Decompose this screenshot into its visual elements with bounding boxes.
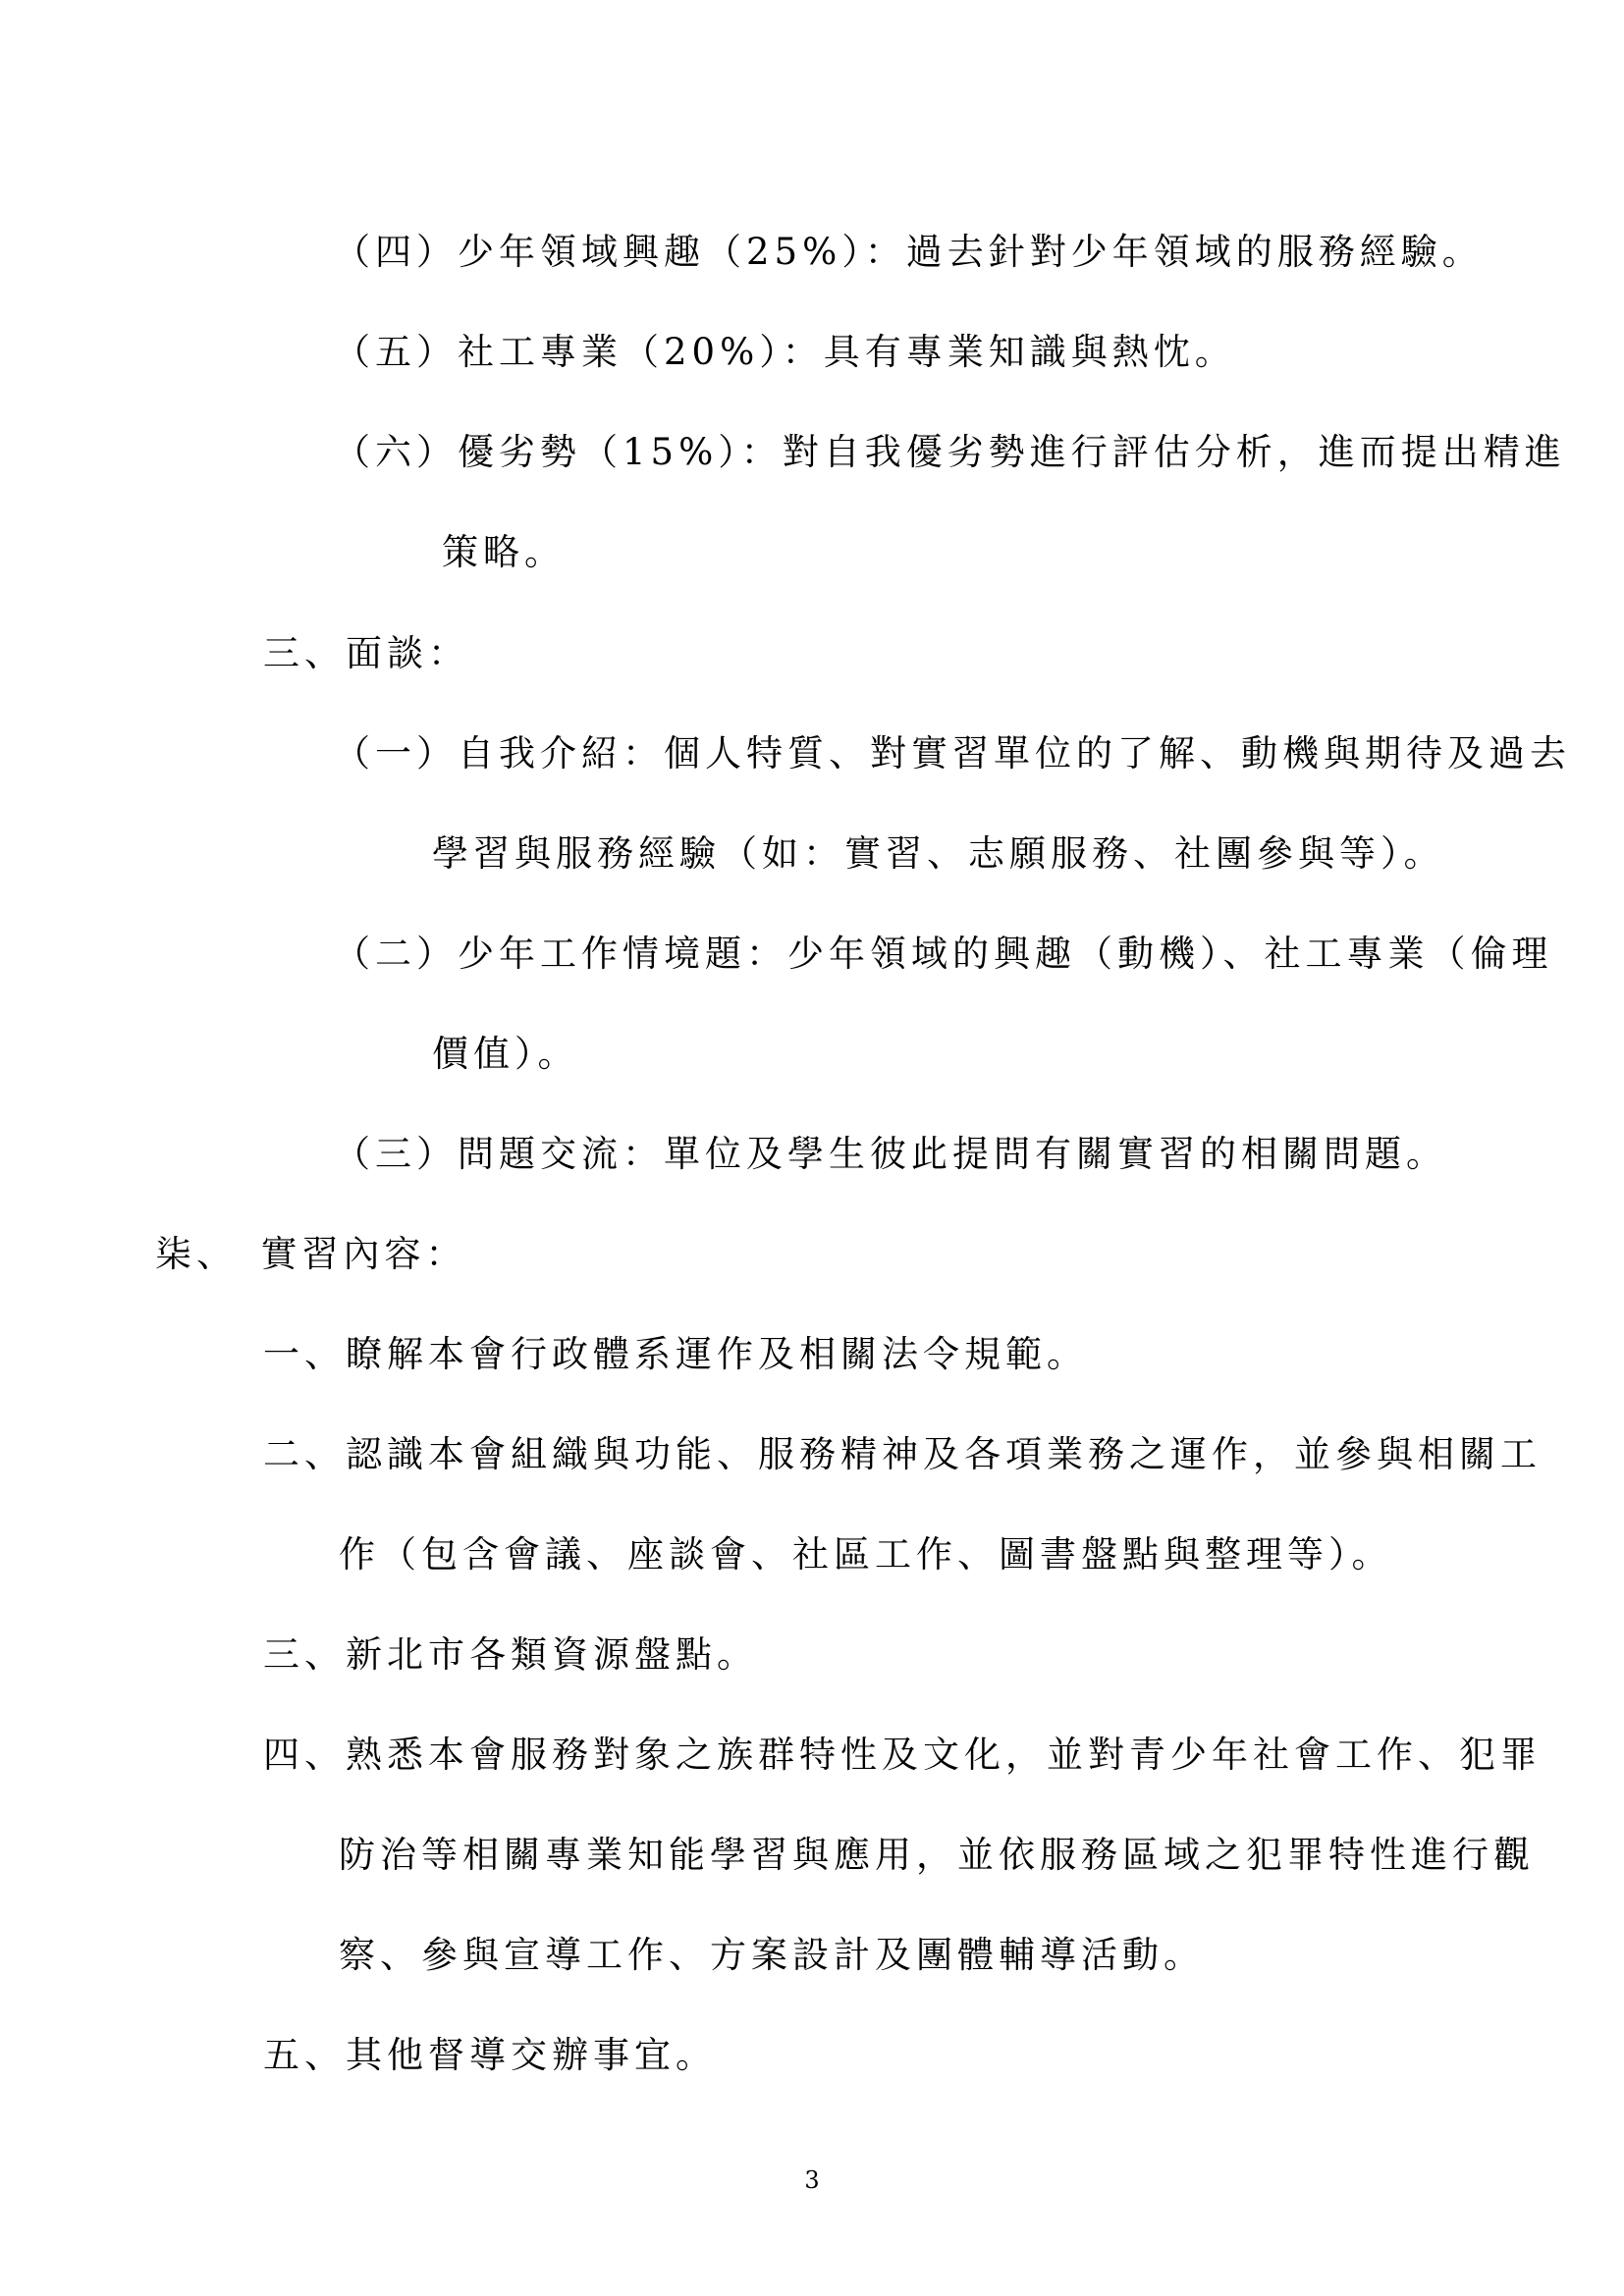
content-item-five: 五、其他督導交辦事宜。 [263,2034,717,2076]
section-three-interview: 三、面談： [263,632,469,674]
interview-item-two-continuation: 價值）。 [432,1033,579,1075]
content-item-four-continuation-1: 防治等相關專業知能學習與應用，並依服務區域之犯罪特性進行觀 [339,1834,1535,1876]
item-six-continuation: 策略。 [442,531,566,573]
content-item-one: 一、瞭解本會行政體系運作及相關法令規範。 [263,1333,1088,1375]
interview-item-two: （二）少年工作情境題：少年領域的興趣（動機）、社工專業（倫理 [334,933,1553,975]
content-item-two: 二、認識本會組織與功能、服務精神及各項業務之運作，並參與相關工 [263,1433,1542,1475]
page-number: 3 [804,2166,820,2194]
content-item-two-continuation: 作（包含會議、座談會、社區工作、圖書盤點與整理等）。 [339,1533,1393,1575]
interview-item-one-continuation: 學習與服務經驗（如：實習、志願服務、社團參與等）。 [432,832,1445,875]
content-item-four: 四、熟悉本會服務對象之族群特性及文化，並對青少年社會工作、犯罪 [263,1734,1542,1776]
item-six-strengths: （六）優劣勢（15%）：對自我優劣勢進行評估分析，進而提出精進 [334,431,1566,473]
item-five-social-work: （五）社工專業（20%）：具有專業知識與熱忱。 [334,331,1236,373]
content-item-three: 三、新北市各類資源盤點。 [263,1633,758,1676]
interview-item-one: （一）自我介紹：個人特質、對實習單位的了解、動機與期待及過去 [334,732,1571,774]
section-seven-heading: 柒、 實習內容： [155,1233,467,1275]
content-item-four-continuation-2: 察、參與宣導工作、方案設計及團體輔導活動。 [339,1934,1205,1976]
item-four-youth-interest: （四）少年領域興趣（25%）：過去針對少年領域的服務經驗。 [334,231,1484,273]
interview-item-three: （三）問題交流：單位及學生彼此提問有關實習的相關問題。 [334,1133,1447,1175]
